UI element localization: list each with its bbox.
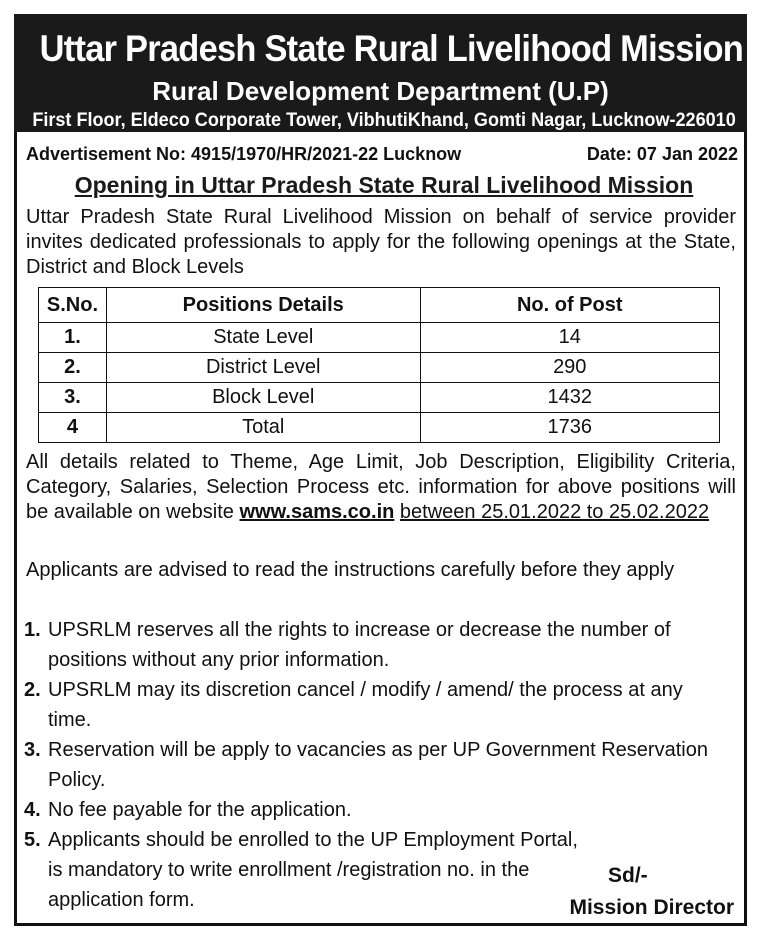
signatory-designation: Mission Director (569, 896, 734, 919)
list-item (24, 735, 714, 795)
col-header-posts: No. of Post (420, 288, 720, 323)
cell-posts: 290 (420, 353, 720, 383)
item-text: Reservation will be apply to vacancies as per UP Government Reservation Policy. (48, 739, 708, 791)
item-number: 4. (24, 799, 41, 821)
list-item (24, 615, 714, 675)
opening-heading: Opening in Uttar Pradesh State Rural Livelihood Mission (74, 172, 694, 198)
col-header-position: Positions Details (106, 288, 420, 323)
item-number: 1. (24, 619, 41, 641)
item-number: 2. (24, 679, 41, 701)
intro-paragraph (26, 205, 736, 280)
advise-paragraph: Applicants are advised to read the instructions carefully before they apply (26, 559, 675, 581)
item-number: 5. (24, 829, 41, 851)
table-row-total (39, 413, 720, 443)
department-name: Rural Development Department (U.P) (152, 76, 609, 106)
item-text: No fee payable for the application. (48, 799, 352, 821)
positions-table (38, 287, 720, 443)
application-dates: between 25.01.2022 to 25.02.2022 (399, 501, 710, 523)
organization-title: Uttar Pradesh State Rural Livelihood Mission (39, 28, 744, 69)
header-banner (14, 14, 747, 132)
details-text: All details related to Theme, Age Limit, Job Description, Eligibility Criteria, Category, Salaries, Selection Process etc. information for above positions will be available on website (26, 451, 736, 523)
table-row (39, 323, 720, 353)
cell-position: State Level (106, 323, 420, 353)
col-header-sno: S.No. (39, 288, 107, 323)
advertisement-row (26, 144, 738, 165)
office-address: First Floor, Eldeco Corporate Tower, VibhutiKhand, Gomti Nagar, Lucknow-226010 (32, 110, 736, 131)
item-number: 3. (24, 739, 41, 761)
advertisement-date: Date: 07 Jan 2022 (586, 144, 738, 164)
item-text: Applicants should be enrolled to the UP Employment Portal, is mandatory to write enrollment /registration no. in the application form. (48, 829, 578, 911)
table-row (39, 353, 720, 383)
cell-posts: 14 (420, 323, 720, 353)
list-item (24, 675, 714, 735)
details-paragraph (26, 450, 736, 525)
item-text: UPSRLM may its discretion cancel / modify / amend/ the process at any time. (48, 679, 683, 731)
advertisement-number: Advertisement No: 4915/1970/HR/2021-22 Lucknow (26, 144, 462, 164)
cell-sno: 2. (39, 353, 107, 383)
cell-position: District Level (106, 353, 420, 383)
cell-sno: 4 (39, 413, 107, 443)
item-text: UPSRLM reserves all the rights to increase or decrease the number of positions without any prior information. (48, 619, 671, 671)
cell-sno: 1. (39, 323, 107, 353)
intro-text: Uttar Pradesh State Rural Livelihood Mission on behalf of service provider invites dedicated professionals to apply for the following openings at the State, District and Block Levels (26, 206, 736, 278)
table-row (39, 383, 720, 413)
table-header-row (39, 288, 720, 323)
cell-position: Block Level (106, 383, 420, 413)
website-link[interactable]: www.sams.co.in (239, 501, 395, 523)
cell-posts: 1736 (420, 413, 720, 443)
cell-position: Total (106, 413, 420, 443)
list-item (24, 795, 714, 825)
signature-mark: Sd/- (608, 864, 648, 887)
cell-posts: 1432 (420, 383, 720, 413)
cell-sno: 3. (39, 383, 107, 413)
